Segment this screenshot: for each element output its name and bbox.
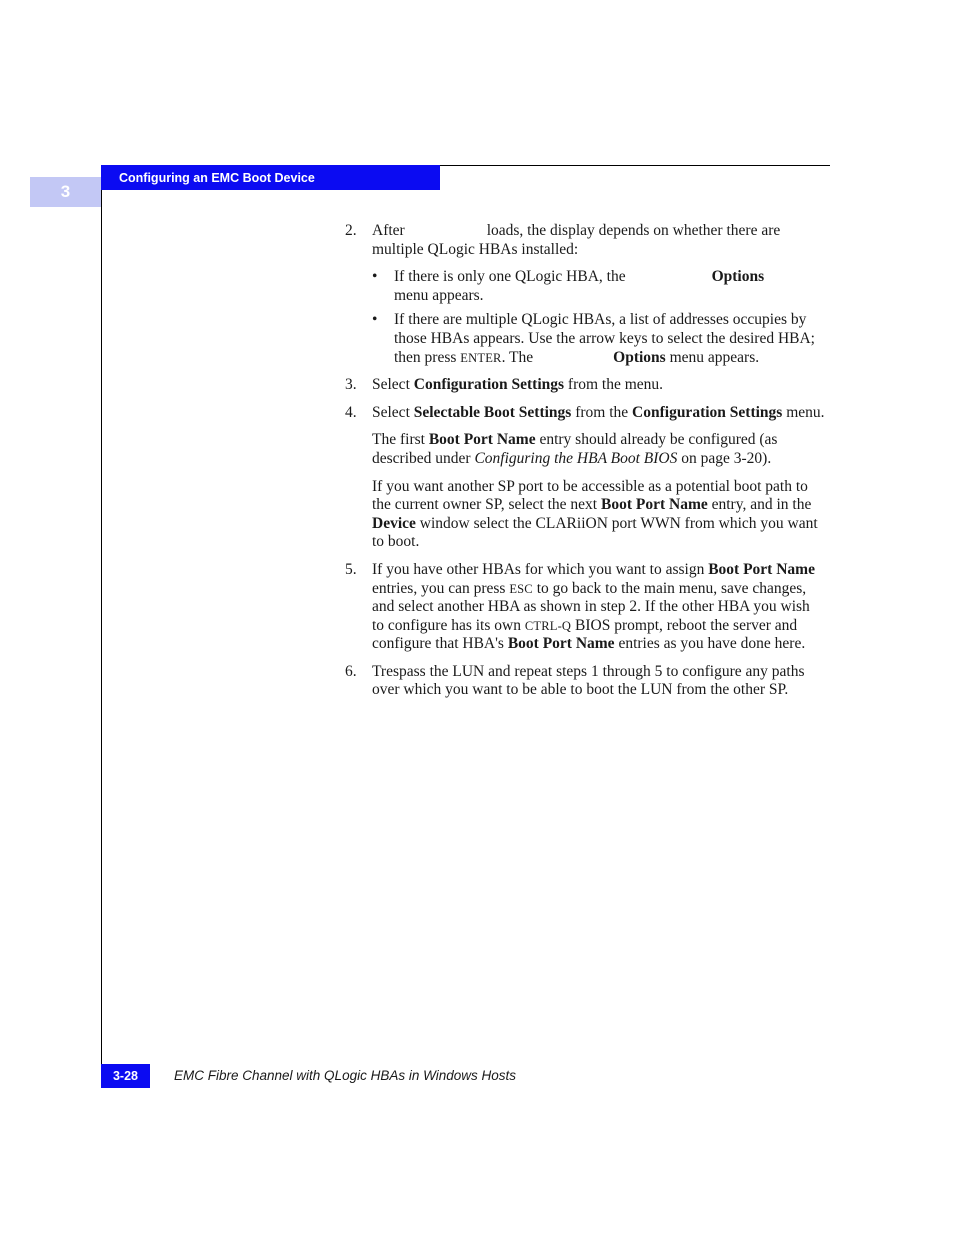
step-number: 5. [345,560,357,578]
step-text: Select [372,376,410,394]
window-name: Device [372,514,416,532]
step-text: from the menu. [567,376,664,394]
field-name: Boot Port Name [708,560,815,578]
step-4-paragraph-2 [345,478,825,552]
step-text: After [372,222,405,239]
step-text: from the [575,403,629,421]
step-4 [345,404,825,423]
bullet-text: menu appears. [669,348,760,366]
step-text: to go back to the main menu, save changes, and select another HBA as shown in step 2. If the other HBA you wish to configure has its own [372,579,810,634]
menu-name: Selectable Boot Settings [413,403,572,421]
step-text: entries as you have done here. [618,635,806,653]
list-item [372,311,825,367]
step-text: BIOS prompt, reboot the server and configure that HBA's [372,616,798,653]
step-text: If you have other HBAs for which you want to assign [372,560,705,578]
menu-name: Options [613,348,666,366]
paragraph-text: If you want another SP port to be accessible as a potential boot path to the current owner SP, select the next [372,477,808,514]
list-item [372,268,825,305]
bullet-text: . The [501,348,534,366]
menu-name: Options [711,268,765,286]
cross-reference: Configuring the HBA Boot BIOS [474,449,678,467]
paragraph-text: The first [372,431,425,449]
step-text: Trespass the LUN and repeat steps 1 through 5 to configure any paths over which you want to be able to boot the LUN from the other SP. [372,662,805,699]
bullet-icon: • [372,311,378,329]
key-name: ENTER [460,350,502,365]
menu-name: Configuration Settings [632,403,783,421]
bullet-text: If there is only one QLogic HBA, the [394,268,626,286]
bullet-text: menu appears. [394,286,484,304]
section-title: Configuring an EMC Boot Device [119,170,315,185]
left-margin-rule [101,165,102,1088]
step-4-paragraph-1 [345,431,825,468]
step-6 [345,663,825,700]
step-text: entries, you can press [372,579,506,597]
step-number: 6. [345,662,357,680]
step-5 [345,561,825,654]
section-title-bar [101,165,440,190]
step-2 [345,222,825,367]
step-text: menu. [786,403,825,421]
paragraph-text: entry should already be configured (as described under [372,431,778,467]
field-name: Boot Port Name [507,635,615,653]
bullet-icon: • [372,268,378,286]
bullet-text: If there are multiple QLogic HBAs, a list of addresses occupies by those HBAs appears. Use the arrow keys to select the desired HBA; then press [394,311,815,366]
menu-name: Configuration Settings [413,376,565,394]
chapter-number-tab: 3 [30,177,101,207]
paragraph-text: on page 3-20). [681,449,772,467]
book-title: EMC Fibre Channel with QLogic HBAs in Windows Hosts [174,1068,517,1083]
field-name: Boot Port Name [428,431,536,449]
step-number: 4. [345,403,357,421]
paragraph-text: window select the CLARiiON port WWN from which you want to boot. [372,514,818,551]
step-text: loads, the display depends on whether there are multiple QLogic HBAs installed: [372,222,781,258]
step-text: Select [372,403,410,421]
field-name: Boot Port Name [601,496,708,514]
paragraph-text: entry, and in the [711,496,812,514]
step-number: 2. [345,222,357,239]
key-name: CTRL-Q [524,618,572,633]
key-name: ESC [509,581,533,596]
bullet-list [372,268,825,367]
page-number: 3-28 [101,1064,150,1088]
step-3 [345,376,825,395]
step-number: 3. [345,376,357,394]
document-body [345,222,825,709]
